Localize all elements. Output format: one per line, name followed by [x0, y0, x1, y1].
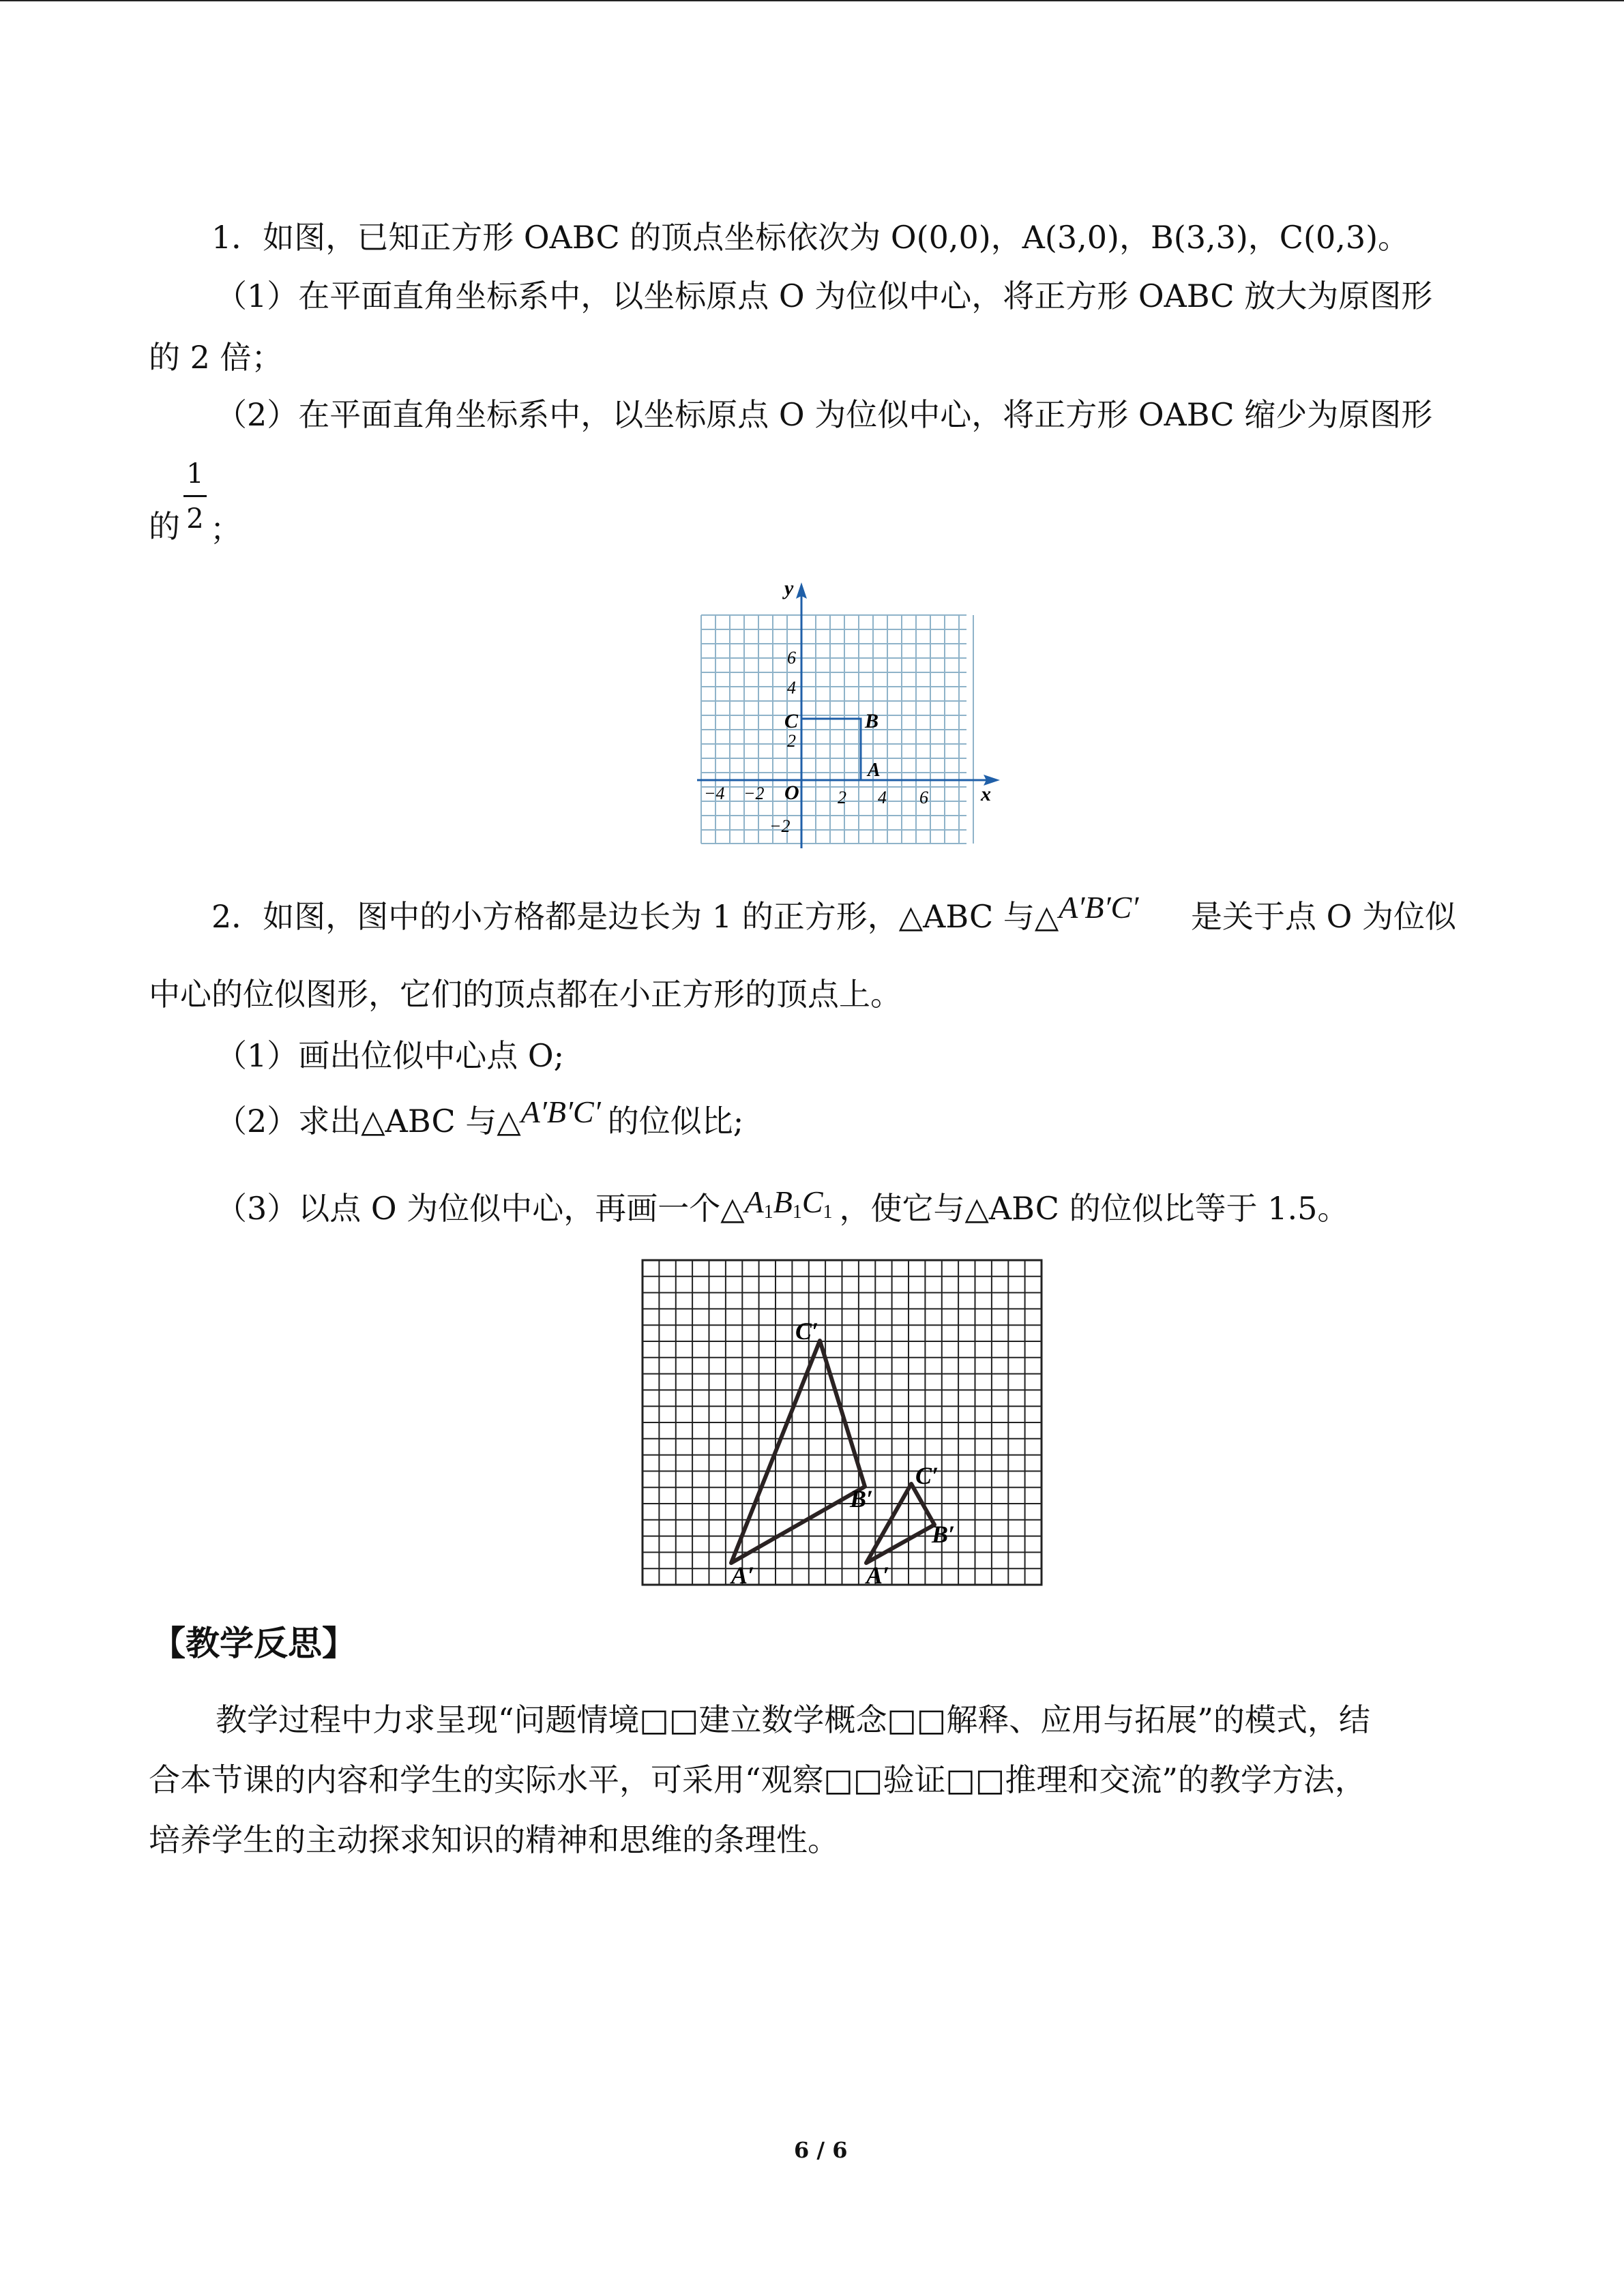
y-tick-neg2: −2: [769, 816, 791, 836]
q1-part2-line1: （2）在平面直角坐标系中，以坐标原点 O 为位似中心，将正方形 OABC 缩少为原图形: [216, 396, 1433, 433]
q2-part3-a-sub: 1: [763, 1202, 773, 1223]
point-a-label: A: [868, 760, 881, 781]
x-tick-neg4: −4: [704, 784, 725, 803]
q2-part3-b: B: [773, 1184, 793, 1219]
q2-statement-line1: [211, 890, 1139, 938]
x-tick-4: 4: [878, 788, 887, 807]
q2-part3-a: A: [744, 1184, 764, 1219]
fraction-denominator: 2: [186, 503, 204, 535]
coordinate-grid: [701, 615, 973, 844]
x-tick-6: 6: [919, 788, 928, 807]
page-number: 6 / 6: [794, 2137, 848, 2163]
q2-line1-prefix: 2．如图，图中的小方格都是边长为 1 的正方形，△ABC 与△: [211, 898, 1059, 935]
origin-label: O: [784, 781, 799, 804]
y-tick-2: 2: [787, 731, 796, 751]
q1-part1-line1: （1）在平面直角坐标系中，以坐标原点 O 为位似中心，将正方形 OABC 放大为原图形: [216, 278, 1433, 314]
reflection-heading: 【教学反思】: [151, 1624, 356, 1663]
x-tick-neg2: −2: [743, 784, 765, 803]
small-triangle: [866, 1484, 934, 1563]
q2-part1: （1）画出位似中心点 O;: [216, 1037, 565, 1074]
reflection-line1: 教学过程中力求呈现“问题情境□□建立数学概念□□解释、应用与拓展”的模式，结: [216, 1701, 1370, 1738]
q2-part3-suffix: ，使它与△ABC 的位似比等于 1.5。: [839, 1190, 1349, 1227]
x-tick-2: 2: [838, 788, 846, 807]
small-a-label: A′: [866, 1562, 890, 1586]
reflection-line2: 合本节课的内容和学生的实际水平，可采用“观察□□验证□□推理和交流”的教学方法，: [149, 1761, 1366, 1798]
reflection-line3: 培养学生的主动探求知识的精神和思维的条理性。: [149, 1821, 839, 1858]
q1-statement: 1．如图，已知正方形 OABC 的顶点坐标依次为 O(0,0)，A(3,0)，B(3,3)，C(0,3)。: [211, 219, 1410, 256]
q2-line1-math: A′B′C′: [1059, 890, 1139, 925]
square-oabc: [801, 719, 861, 780]
q2-part3-math: [744, 1184, 833, 1223]
q2-part3: [216, 1184, 1349, 1240]
coordinate-figure: [689, 574, 1009, 850]
x-axis-label: x: [981, 783, 991, 805]
top-border: [0, 0, 1624, 1]
y-tick-4: 4: [787, 678, 796, 698]
q2-part2-prefix: （2）求出△ABC 与△: [216, 1103, 521, 1139]
large-c-label: C′: [795, 1317, 819, 1345]
square-grid: [643, 1260, 1042, 1585]
q2-part2-math: A′B′C′: [520, 1094, 601, 1129]
y-tick-6: 6: [787, 648, 796, 668]
q2-part3-b-sub: 1: [792, 1202, 802, 1223]
q1-part2-suffix: ；: [210, 511, 241, 548]
q2-part3-c-sub: 1: [823, 1202, 833, 1223]
q2-part3-c: C: [801, 1184, 823, 1219]
q1-part2-prefix: 的: [149, 508, 180, 545]
y-axis-label: y: [784, 577, 794, 599]
large-a-label: A′: [731, 1562, 755, 1586]
small-c-label: C′: [915, 1462, 939, 1489]
q2-part2-suffix: 的位似比;: [607, 1103, 744, 1139]
point-b-label: B: [865, 710, 879, 732]
q2-statement-line2: 中心的位似图形，它们的顶点都在小正方形的顶点上。: [149, 976, 902, 1013]
q2-part2: [216, 1094, 744, 1142]
q2-line1-suffix: 是关于点 O 为位似: [1191, 898, 1456, 935]
fraction-numerator: 1: [186, 458, 204, 490]
q2-part3-prefix: （3）以点 O 为位似中心，再画一个△: [216, 1190, 745, 1227]
small-b-label: B′: [932, 1521, 956, 1548]
q1-part1-line2: 的 2 倍；: [149, 339, 283, 376]
similarity-figure: [641, 1259, 1046, 1586]
fraction-bar: [183, 495, 207, 497]
large-b-label: B′: [850, 1485, 874, 1512]
point-c-label: C: [784, 710, 799, 732]
